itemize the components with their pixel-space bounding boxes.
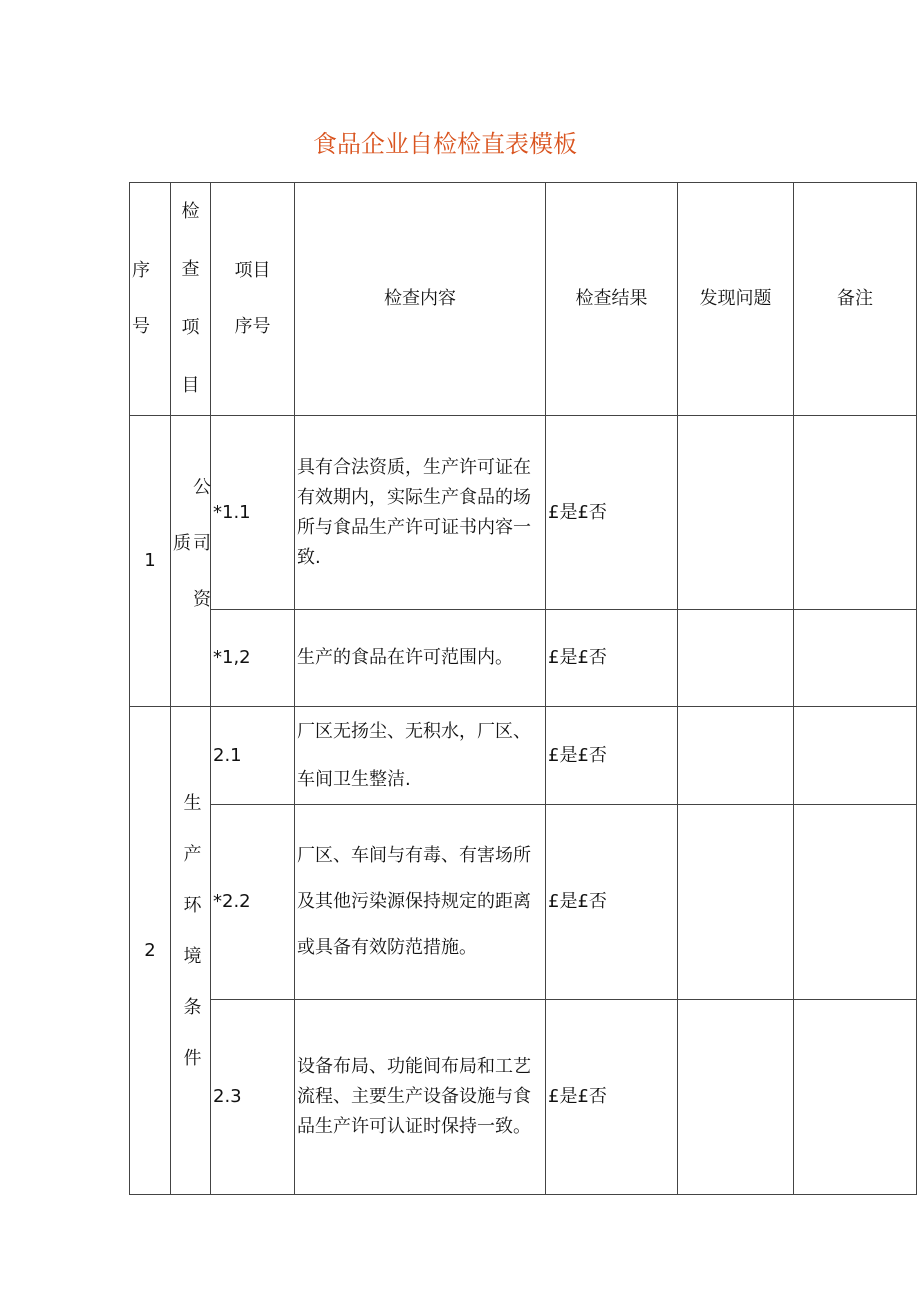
item-remarks[interactable] <box>794 707 917 805</box>
item-issues[interactable] <box>678 610 794 707</box>
item-remarks[interactable] <box>794 1000 917 1195</box>
item-result: £是£否 <box>546 1000 678 1195</box>
table-row <box>130 416 917 610</box>
item-result: £是£否 <box>546 707 678 805</box>
item-content: 具有合法资质，生产许可证在有效期内，实际生产食品的场所与食品生产许可证书内容一致. <box>295 416 546 610</box>
item-content: 生产的食品在许可范围内。 <box>295 610 546 707</box>
item-result: £是£否 <box>546 805 678 1000</box>
item-content: 厂区无扬尘、无积水，厂区、车间卫生整洁. <box>295 707 546 805</box>
group-item-chars: 生产环境条件 <box>180 792 202 1099</box>
item-issues[interactable] <box>678 416 794 610</box>
item-remarks[interactable] <box>794 610 917 707</box>
item-code: 2.1 <box>211 707 295 805</box>
group-item-chars: 公司资质 <box>170 477 211 645</box>
item-code: *2.2 <box>211 805 295 1000</box>
header-result: 检查结果 <box>546 183 678 416</box>
header-seq: 序 号 <box>130 183 171 416</box>
header-remarks: 备注 <box>794 183 917 416</box>
item-remarks[interactable] <box>794 416 917 610</box>
table-row <box>130 610 917 707</box>
group-seq: 1 <box>130 416 171 707</box>
table-row <box>130 1000 917 1195</box>
table-row <box>130 707 917 805</box>
item-content: 设备布局、功能间布局和工艺流程、主要生产设备设施与食品生产许可认证时保持一致。 <box>295 1000 546 1195</box>
table-header-row <box>130 183 917 416</box>
group-item <box>171 416 211 707</box>
item-remarks[interactable] <box>794 805 917 1000</box>
item-code: 2.3 <box>211 1000 295 1195</box>
item-result: £是£否 <box>546 610 678 707</box>
header-item-seq: 项目 序号 <box>211 183 295 416</box>
group-item <box>171 707 211 1195</box>
item-issues[interactable] <box>678 805 794 1000</box>
item-issues[interactable] <box>678 1000 794 1195</box>
header-content: 检查内容 <box>295 183 546 416</box>
table-row <box>130 805 917 1000</box>
item-issues[interactable] <box>678 707 794 805</box>
inspection-table <box>129 182 917 1195</box>
header-check-item: 检 查 项 目 <box>171 183 211 416</box>
header-issues: 发现问题 <box>678 183 794 416</box>
item-code: *1,2 <box>211 610 295 707</box>
group-seq: 2 <box>130 707 171 1195</box>
page-title: 食品企业自检检直表模板 <box>313 130 577 158</box>
item-result: £是£否 <box>546 416 678 610</box>
item-code: *1.1 <box>211 416 295 610</box>
item-content: 厂区、车间与有毒、有害场所及其他污染源保持规定的距离或具备有效防范措施。 <box>295 805 546 1000</box>
